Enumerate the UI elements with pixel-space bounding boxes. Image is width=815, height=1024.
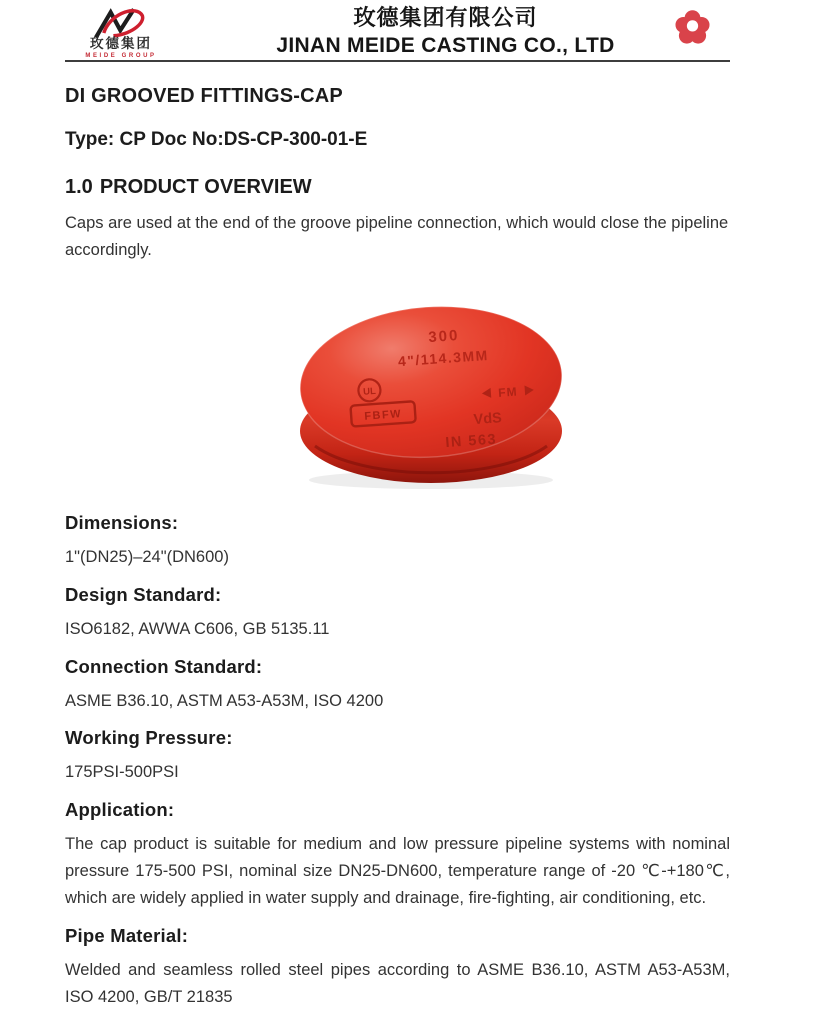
page-header bbox=[0, 0, 815, 60]
spec-value: 1"(DN25)–24"(DN600) bbox=[65, 547, 229, 566]
cap-marking-fm: FM bbox=[497, 384, 519, 400]
section-heading bbox=[65, 176, 730, 199]
spec-application bbox=[65, 799, 730, 912]
spec-value: ISO6182, AWWA C606, GB 5135.11 bbox=[65, 619, 330, 638]
company-title-block bbox=[168, 4, 723, 57]
spec-value: Welded and seamless rolled steel pipes according to ASME B36.10, ASTM A53-A53M, ISO 4200, GB/T 21835 bbox=[65, 961, 730, 1006]
document-body bbox=[0, 85, 815, 1011]
spec-value: The cap product is suitable for medium and low pressure pipeline systems with nominal pressure 175-500 PSI, nominal size DN25-DN600, temperature range of -20 ℃-+180℃, which are widely applied in water supply and drainage, fire-fighting, air conditioning, etc. bbox=[65, 835, 730, 908]
meide-logo-mark-icon bbox=[90, 5, 152, 39]
header-divider bbox=[65, 60, 730, 62]
spec-value: ASME B36.10, ASTM A53-A53M, ISO 4200 bbox=[65, 691, 384, 710]
spec-design-standard bbox=[65, 584, 730, 643]
overview-paragraph: Caps are used at the end of the groove pipeline connection, which would close the pipeline accordingly. bbox=[65, 214, 729, 259]
logo-text-en: MEIDE GROUP bbox=[85, 52, 157, 59]
product-photo-cap bbox=[295, 290, 567, 496]
document-title: DI GROOVED FITTINGS-CAP bbox=[65, 85, 343, 107]
flower-icon bbox=[674, 9, 711, 51]
cap-marking-size: 4"/114.3MM bbox=[397, 346, 490, 370]
company-name-cn: 玫德集团有限公司 bbox=[353, 5, 538, 30]
spec-dimensions bbox=[65, 512, 730, 571]
cap-marking-vds: VdS bbox=[473, 409, 503, 428]
logo-text-cn: 玫德集团 bbox=[90, 36, 152, 51]
cap-marking-ul: UL bbox=[362, 385, 377, 398]
spec-label: Dimensions: bbox=[65, 511, 179, 533]
cap-marking-box: FBFW bbox=[363, 407, 403, 423]
spec-value: 175PSI-500PSI bbox=[65, 763, 179, 782]
spec-connection-standard bbox=[65, 656, 730, 715]
spec-label: Application: bbox=[65, 799, 175, 821]
spec-label: Pipe Material: bbox=[65, 925, 189, 947]
spec-label: Design Standard: bbox=[65, 583, 222, 605]
spec-label: Working Pressure: bbox=[65, 727, 233, 749]
cap-marking-top: 300 bbox=[427, 326, 460, 346]
doc-type-line: Type: CP Doc No:DS-CP-300-01-E bbox=[65, 129, 368, 150]
meide-group-logo bbox=[78, 5, 164, 59]
spec-working-pressure bbox=[65, 727, 730, 786]
section-title: PRODUCT OVERVIEW bbox=[99, 176, 312, 198]
cap-marking-bottom: IN 563 bbox=[444, 431, 498, 451]
section-number: 1.0 bbox=[65, 176, 93, 198]
spec-pipe-material bbox=[65, 925, 730, 1011]
company-name-en: JINAN MEIDE CASTING CO., LTD bbox=[276, 33, 615, 57]
spec-label: Connection Standard: bbox=[65, 655, 263, 677]
